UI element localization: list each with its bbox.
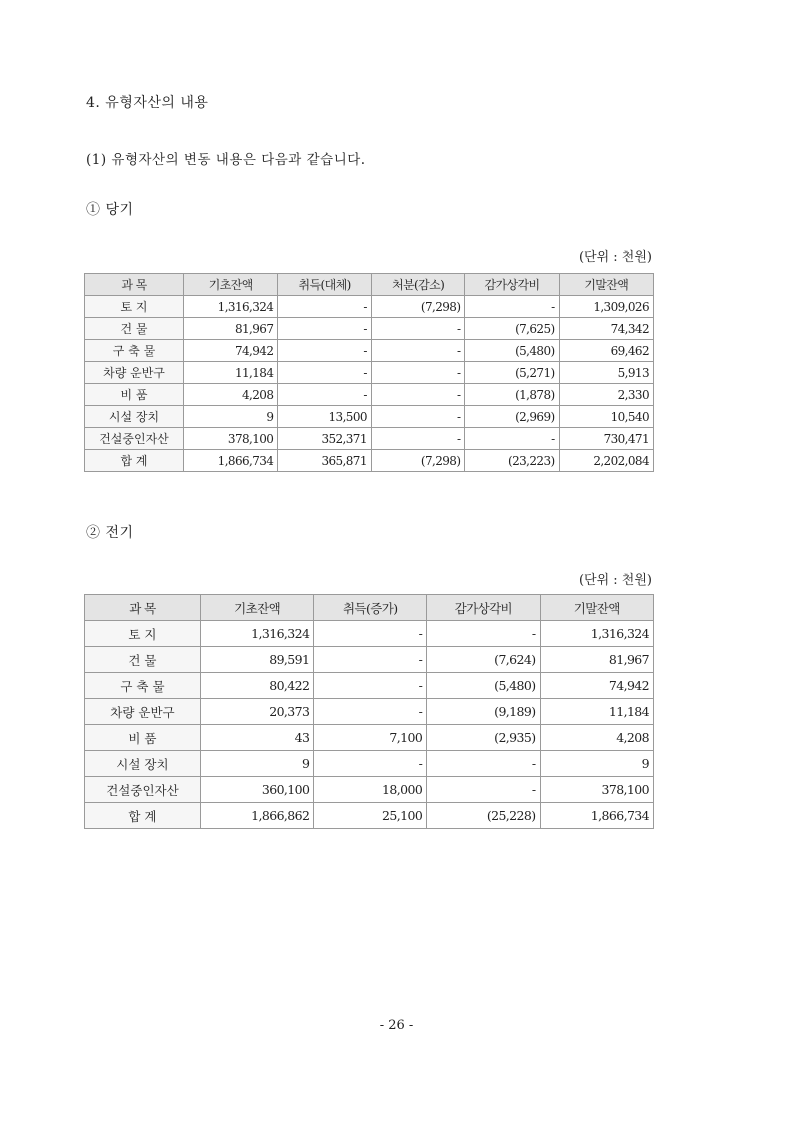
table-row [85,296,654,318]
table-cell: 1,866,862 [200,803,313,829]
column-header: 처분(감소) [371,274,465,296]
current-period-label: ① 당기 [86,202,134,218]
table-cell: 378,100 [184,428,278,450]
table-cell: - [465,428,559,450]
row-label: 구 축 물 [85,340,184,362]
table-cell: 20,373 [200,699,313,725]
current-period-table [84,273,654,472]
table-cell: - [465,296,559,318]
table-cell: - [314,673,427,699]
column-header: 기말잔액 [540,595,653,621]
table-cell: 4,208 [184,384,278,406]
table-cell: - [371,428,465,450]
table-cell: - [314,621,427,647]
table-cell: - [371,384,465,406]
column-header: 감가상각비 [465,274,559,296]
table-cell: - [371,340,465,362]
previous-period-label: ② 전기 [86,525,134,541]
table-cell: - [427,751,540,777]
table-row [85,699,654,725]
table-cell: - [427,621,540,647]
table-row [85,803,654,829]
table-cell: 74,942 [184,340,278,362]
table-cell: 2,330 [559,384,653,406]
page-number: - 26 - [379,1018,414,1033]
row-label: 건설중인자산 [85,777,201,803]
table-row [85,318,654,340]
table-cell: (7,298) [371,296,465,318]
row-label: 건 물 [85,647,201,673]
table-cell: (25,228) [427,803,540,829]
column-header: 취득(증가) [314,595,427,621]
table-row [85,647,654,673]
table-row [85,362,654,384]
table-cell: - [371,362,465,384]
row-label: 합 계 [85,803,201,829]
table-cell: 81,967 [184,318,278,340]
table-row [85,621,654,647]
row-label: 건설중인자산 [85,428,184,450]
table-cell: 74,942 [540,673,653,699]
column-header: 과 목 [85,595,201,621]
table-cell: 9 [540,751,653,777]
table-cell: 1,309,026 [559,296,653,318]
table-cell: (1,878) [465,384,559,406]
table-cell: 1,866,734 [540,803,653,829]
table-cell: - [314,699,427,725]
row-label: 시설 장치 [85,751,201,777]
table-cell: (7,624) [427,647,540,673]
table-cell: 2,202,084 [559,450,653,472]
table-cell: - [371,318,465,340]
table-row [85,384,654,406]
previous-unit-label: (단위 : 천원) [578,573,652,588]
table-cell: (5,480) [427,673,540,699]
table-cell: (2,935) [427,725,540,751]
row-label: 비 품 [85,384,184,406]
table-cell: 1,316,324 [540,621,653,647]
table-cell: (23,223) [465,450,559,472]
row-label: 합 계 [85,450,184,472]
table-cell: - [278,340,372,362]
table-cell: 5,913 [559,362,653,384]
table-cell: - [314,751,427,777]
row-label: 차량 운반구 [85,362,184,384]
table-cell: 18,000 [314,777,427,803]
previous-period-table [84,594,654,829]
table-cell: 43 [200,725,313,751]
table-cell: 365,871 [278,450,372,472]
row-label: 토 지 [85,296,184,318]
table-cell: 11,184 [184,362,278,384]
table-row [85,428,654,450]
table-cell: (5,271) [465,362,559,384]
column-header: 기말잔액 [559,274,653,296]
table-cell: - [427,777,540,803]
table-cell: 89,591 [200,647,313,673]
table-cell: 1,866,734 [184,450,278,472]
table-cell: 730,471 [559,428,653,450]
table-cell: - [314,647,427,673]
table-row [85,450,654,472]
table-cell: 11,184 [540,699,653,725]
table-cell: 9 [184,406,278,428]
table-row [85,777,654,803]
table-cell: 1,316,324 [184,296,278,318]
current-unit-label: (단위 : 천원) [578,250,652,265]
table-cell: - [278,362,372,384]
table-cell: 378,100 [540,777,653,803]
table-cell: (2,969) [465,406,559,428]
column-header: 과 목 [85,274,184,296]
table-cell: - [278,384,372,406]
table-cell: 80,422 [200,673,313,699]
table-cell: (7,625) [465,318,559,340]
section-title: 4. 유형자산의 내용 [86,95,209,111]
table-cell: 25,100 [314,803,427,829]
table-header-row [85,595,654,621]
table-cell: 10,540 [559,406,653,428]
table-row [85,751,654,777]
table-cell: (5,480) [465,340,559,362]
column-header: 감가상각비 [427,595,540,621]
table-cell: 81,967 [540,647,653,673]
row-label: 토 지 [85,621,201,647]
row-label: 건 물 [85,318,184,340]
table-cell: 74,342 [559,318,653,340]
table-cell: - [278,318,372,340]
column-header: 기초잔액 [184,274,278,296]
table-row [85,406,654,428]
table-cell: 1,316,324 [200,621,313,647]
table-cell: 7,100 [314,725,427,751]
section-subtitle: (1) 유형자산의 변동 내용은 다음과 같습니다. [86,152,366,168]
column-header: 기초잔액 [200,595,313,621]
column-header: 취득(대체) [278,274,372,296]
table-cell: 352,371 [278,428,372,450]
table-cell: 9 [200,751,313,777]
table-cell: 360,100 [200,777,313,803]
table-row [85,340,654,362]
table-row [85,725,654,751]
table-cell: - [371,406,465,428]
row-label: 구 축 물 [85,673,201,699]
table-cell: 13,500 [278,406,372,428]
table-cell: (9,189) [427,699,540,725]
row-label: 차량 운반구 [85,699,201,725]
row-label: 시설 장치 [85,406,184,428]
table-row [85,673,654,699]
table-cell: 69,462 [559,340,653,362]
table-header-row [85,274,654,296]
table-cell: - [278,296,372,318]
table-cell: 4,208 [540,725,653,751]
table-cell: (7,298) [371,450,465,472]
row-label: 비 품 [85,725,201,751]
